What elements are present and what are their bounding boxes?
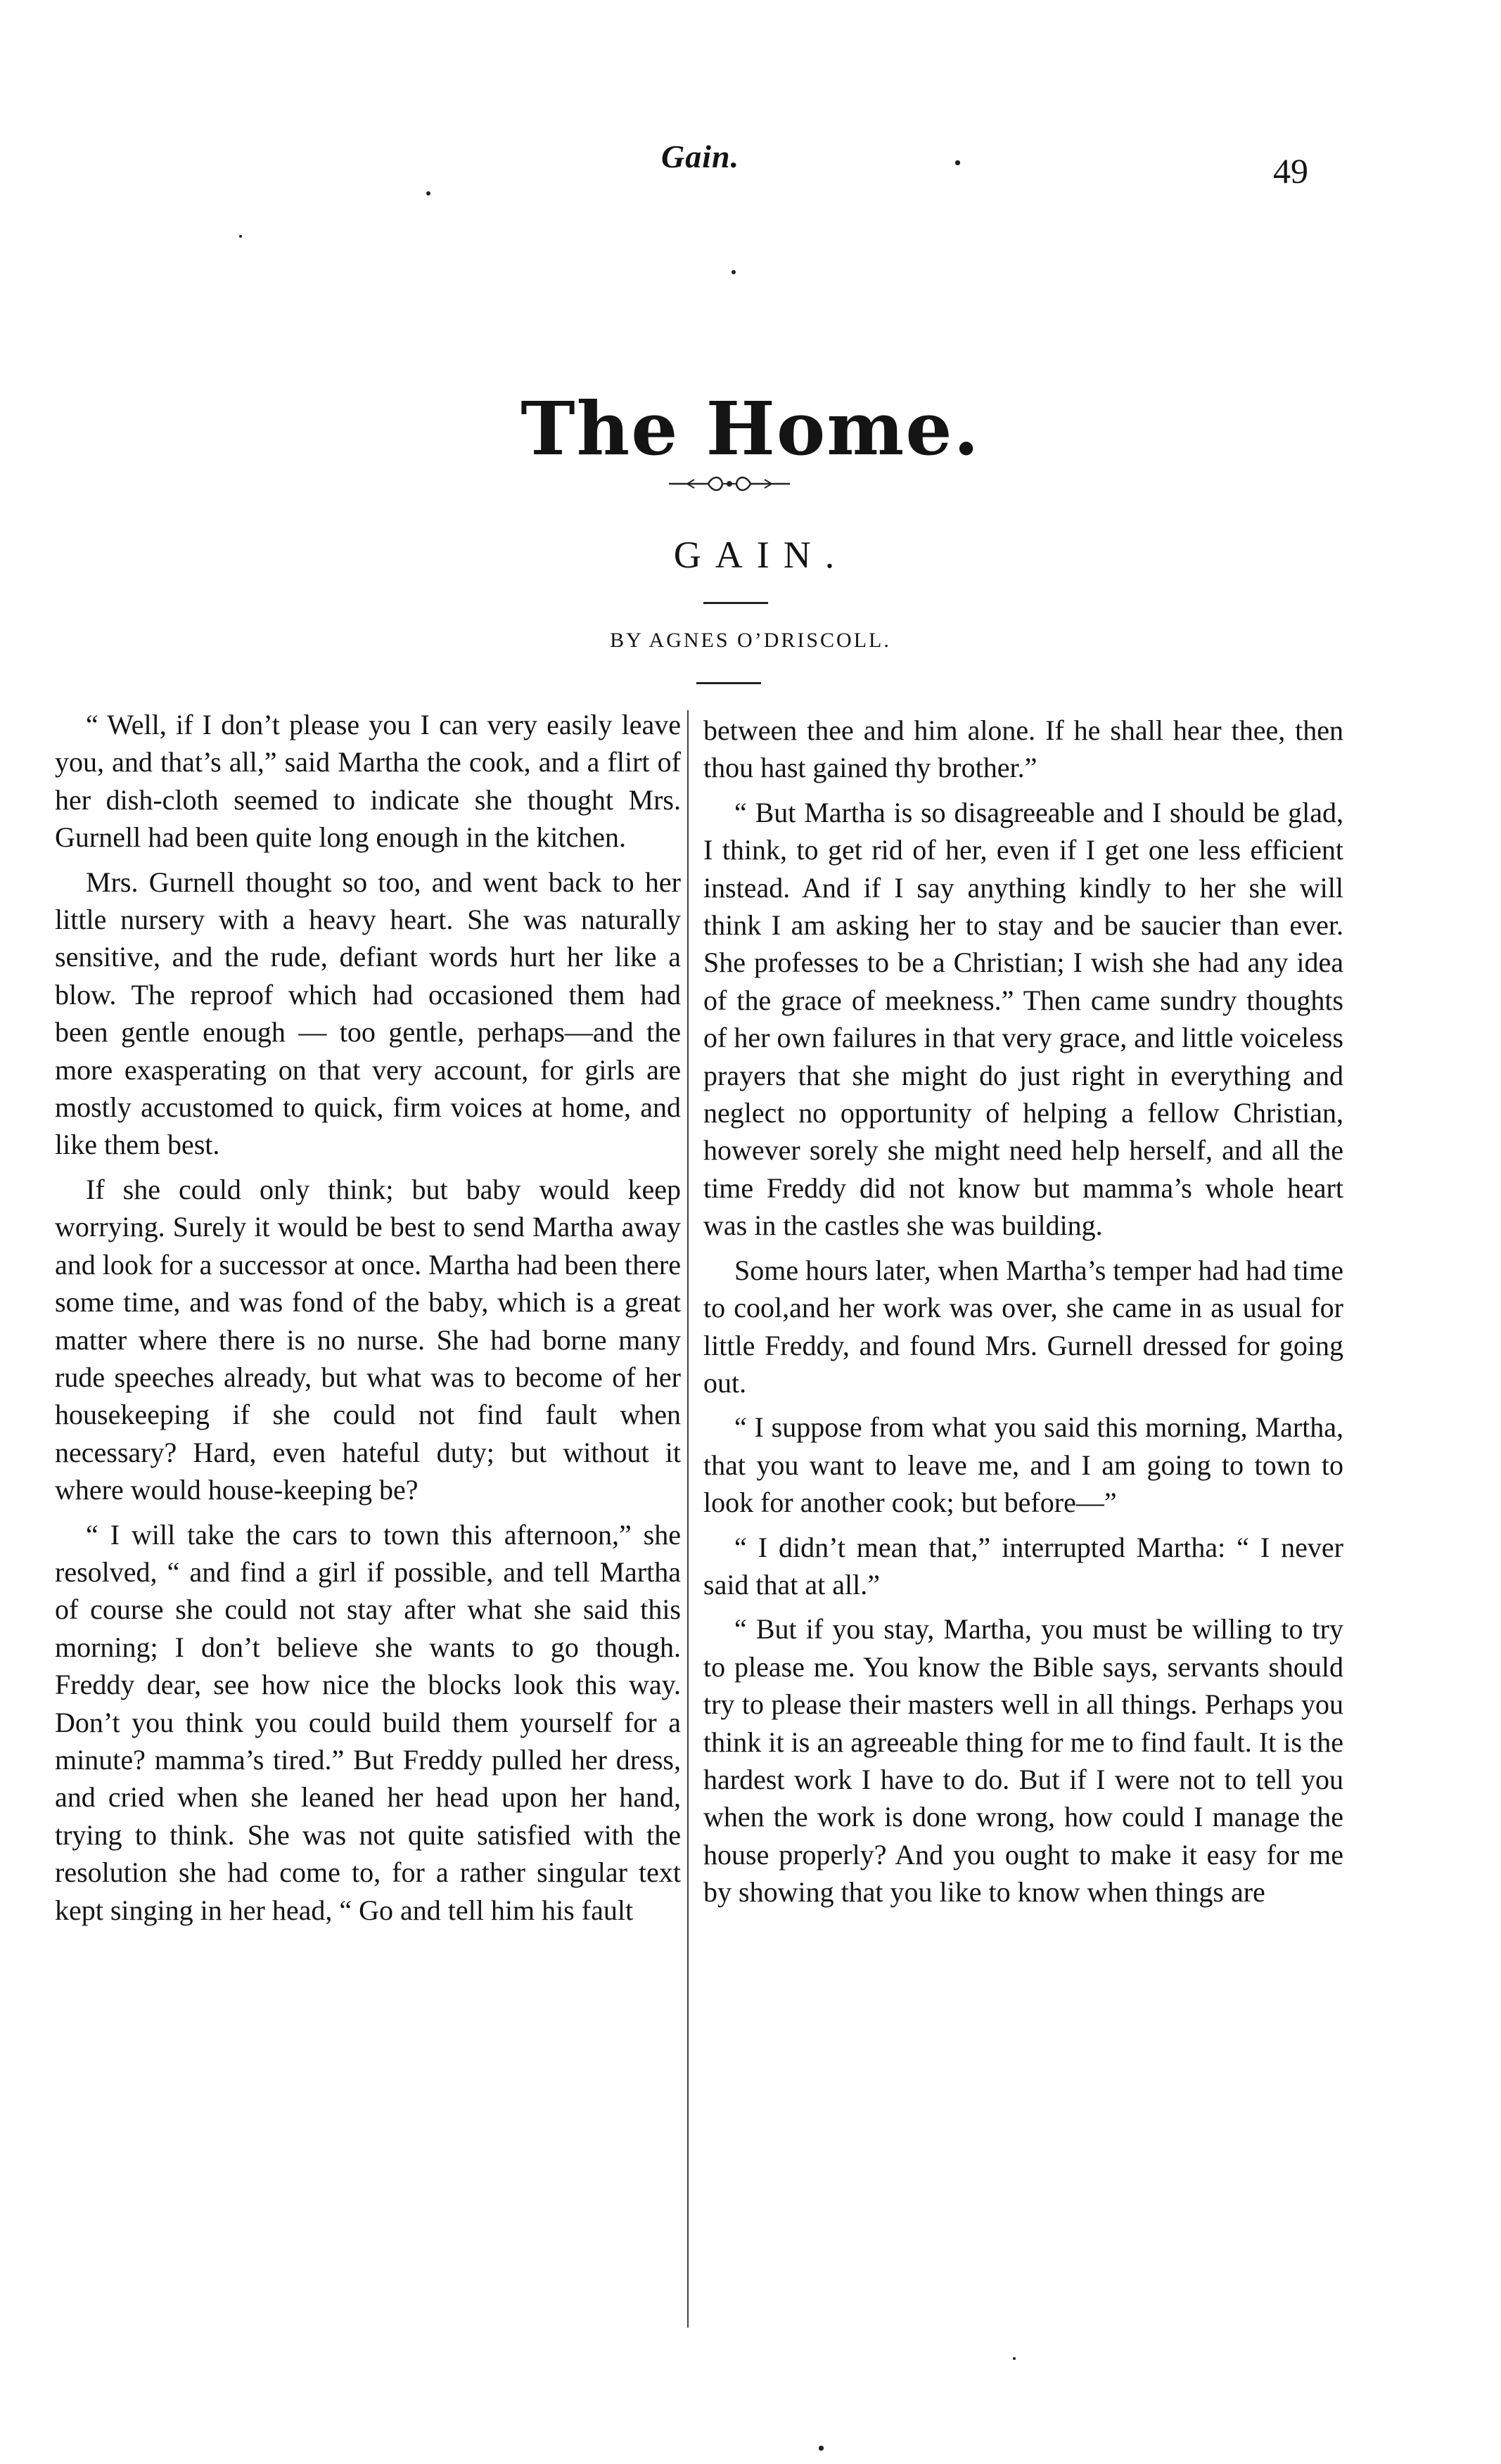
page-number: 49 [1273, 151, 1308, 191]
ornament-divider-icon [666, 470, 793, 498]
column-divider [687, 710, 689, 2328]
section-title: The Home. [520, 385, 981, 472]
ink-speck [239, 235, 242, 238]
paragraph: “ I will take the cars to town this afternoon,” she resolved, “ and find a girl if possible, and tell Martha of course she could not stay after what she said this morning; I don’t believe she wants to go though. Freddy dear, see how nice the blocks look this way. Don’t you think you could build them yourself for a minute? mamma’s tired.” But Freddy pulled her dress, and cried when she leaned her head upon her hand, trying to think. She was not quite satisfied with the resolution she had come to, for a rather singular text kept singing in her head, “ Go and tell him his fault [55, 1518, 681, 1926]
article-title: GAIN. [673, 534, 849, 576]
paragraph: “ I suppose from what you said this morning, Martha, that you want to leave me, and I am going to town to look for another cook; but before—” [703, 1411, 1343, 1519]
article-byline: BY AGNES O’DRISCOLL. [610, 629, 891, 652]
left-column [55, 706, 681, 1936]
paragraph: “ I didn’t mean that,” interrupted Martha: “ I never said that at all.” [703, 1531, 1343, 1600]
paragraph: “ But if you stay, Martha, you must be willing to try to please me. You know the Bible says, servants should try to please their masters well in all things. Perhaps you think it is an agreeable thing for me to find fault. It is the hardest work I have to do. But if I were not to tell you when the work is done wrong, how could I manage the house properly? And you ought to make it easy for me by showing that you like to know when things are [703, 1613, 1343, 1908]
paragraph: Some hours later, when Martha’s temper had had time to cool,and her work was over, she came in as usual for little Freddy, and found Mrs. Gurnell dressed for going out. [703, 1254, 1343, 1399]
paragraph: If she could only think; but baby would keep worrying. Surely it would be best to send Martha away and look for a successor at once. Martha had been there some time, and was fond of the baby, which is a great matter where there is no nurse. She had borne many rude speeches already, but what was to become of her housekeeping if she could not find fault when necessary? Hard, even hateful duty; but without it where would house-keeping be? [55, 1173, 681, 1506]
title-rule [703, 602, 768, 604]
running-head: Gain. [661, 139, 740, 174]
paragraph: “ Well, if I don’t please you I can very easily leave you, and that’s all,” said Martha the cook, and a flirt of her dish-cloth seemed to indicate she thought Mrs. Gurnell had been quite long enough in the kitchen. [55, 709, 681, 854]
paragraph: Mrs. Gurnell thought so too, and went back to her little nursery with a heavy heart. She was naturally sensitive, and the rude, defiant words hurt her like a blow. The reproof which had occasioned them had been gentle enough — too gentle, perhaps—and the more exasperating on that very account, for girls are mostly accustomed to quick, firm voices at home, and like them best. [55, 866, 681, 1161]
ink-speck [955, 160, 960, 165]
right-column [703, 712, 1343, 1918]
ink-speck [819, 2446, 824, 2451]
ink-speck [1013, 2357, 1016, 2360]
paragraph: “ But Martha is so disagreeable and I should be glad, I think, to get rid of her, even if I get one less efficient instead. And if I say anything kindly to her she will think I am asking her to stay and be saucier than ever. She professes to be a Christian; I wish she had any idea of the grace of meekness.” Then came sundry thoughts of her own failures in that very grace, and little voiceless prayers that she might do just right in everything and neglect no opportunity of helping a fellow Christian, however sorely she might need help herself, and all the time Freddy did not know but mamma’s whole heart was in the castles she was building. [703, 796, 1343, 1242]
paragraph: between thee and him alone. If he shall hear thee, then thou hast gained thy brother.” [703, 714, 1343, 784]
byline-rule [696, 682, 761, 684]
ink-speck [732, 270, 736, 274]
ink-speck [426, 191, 430, 195]
